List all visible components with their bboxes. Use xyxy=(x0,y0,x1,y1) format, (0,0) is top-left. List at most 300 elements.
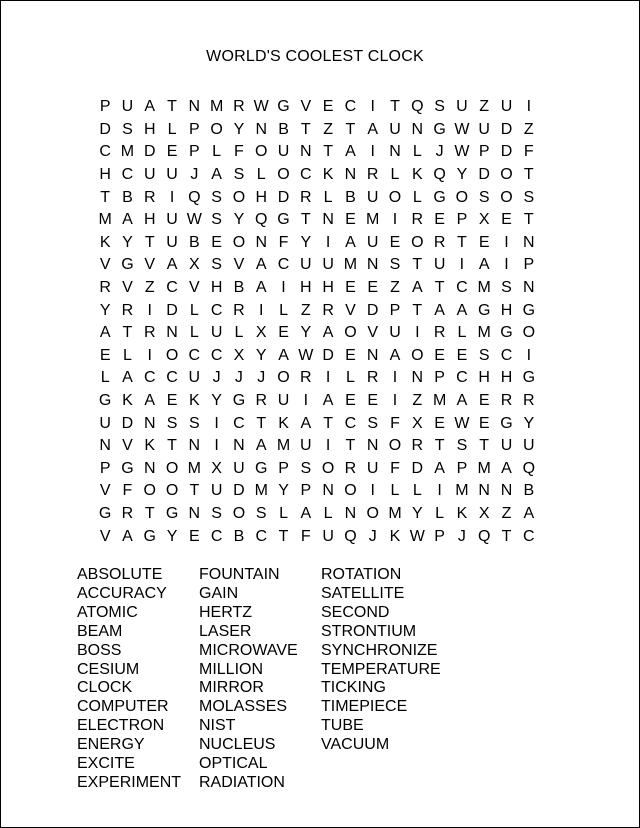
grid-letter: D xyxy=(99,120,111,138)
grid-letter: B xyxy=(189,233,200,251)
grid-letter: D xyxy=(322,346,334,364)
grid-letter: P xyxy=(478,143,490,161)
grid-letter: T xyxy=(100,188,111,206)
grid-letter: A xyxy=(411,279,423,297)
grid-letter: Q xyxy=(411,98,424,116)
grid-letter: O xyxy=(411,233,424,251)
grid-letter: N xyxy=(233,437,245,455)
grid-letter: L xyxy=(412,188,422,206)
grid-letter: I xyxy=(526,346,532,364)
grid-letter: R xyxy=(366,369,379,387)
grid-letter: Y xyxy=(523,414,535,432)
grid-letter: X xyxy=(411,414,423,432)
grid-letter: O xyxy=(232,504,246,522)
grid-letter: D xyxy=(143,143,156,161)
search-word: GAIN xyxy=(199,584,239,602)
grid-letter: V xyxy=(144,256,156,274)
grid-letter: Z xyxy=(323,120,333,138)
grid-letter: L xyxy=(256,166,266,184)
grid-row xyxy=(94,345,540,368)
grid-letter: I xyxy=(415,324,420,342)
grid-letter: E xyxy=(434,211,445,229)
grid-letter: N xyxy=(344,166,357,184)
grid-row xyxy=(94,277,540,300)
grid-letter: V xyxy=(99,256,111,274)
grid-letter: E xyxy=(189,527,200,545)
grid-letter: B xyxy=(278,120,289,138)
grid-letter: G xyxy=(522,369,536,387)
grid-letter: O xyxy=(344,482,357,500)
grid-letter: I xyxy=(147,301,152,319)
grid-letter: Y xyxy=(211,392,222,410)
grid-letter: D xyxy=(277,188,290,206)
grid-letter: C xyxy=(344,414,357,432)
search-word: MIRROR xyxy=(199,679,264,697)
grid-letter: R xyxy=(411,211,424,229)
search-word: TEMPERATURE xyxy=(321,660,441,678)
grid-letter: S xyxy=(255,504,267,522)
grid-letter: X xyxy=(233,346,245,364)
grid-letter: S xyxy=(367,414,379,432)
grid-letter: G xyxy=(500,414,513,432)
search-word: HERTZ xyxy=(199,603,253,621)
grid-letter: C xyxy=(99,143,111,161)
grid-letter: V xyxy=(300,98,312,116)
grid-letter: S xyxy=(501,279,512,297)
grid-letter: G xyxy=(433,120,446,138)
grid-letter: N xyxy=(99,437,111,455)
grid-letter: F xyxy=(390,459,400,477)
grid-letter: T xyxy=(278,527,289,545)
grid-letter: N xyxy=(389,143,401,161)
grid-letter: A xyxy=(144,98,156,116)
grid-letter: E xyxy=(166,143,178,161)
grid-letter: T xyxy=(345,120,356,138)
grid-letter: C xyxy=(456,279,468,297)
grid-letter: H xyxy=(478,369,490,387)
grid-letter: Q xyxy=(188,188,201,206)
search-word: ABSOLUTE xyxy=(77,566,163,583)
grid-letter: N xyxy=(366,256,379,274)
grid-letter: Z xyxy=(144,279,155,297)
grid-letter: S xyxy=(211,188,222,206)
search-word: CESIUM xyxy=(77,660,140,678)
grid-letter: L xyxy=(189,301,199,319)
search-word: ELECTRON xyxy=(77,717,165,735)
grid-letter: U xyxy=(433,256,446,274)
grid-letter: O xyxy=(143,482,156,500)
grid-letter: M xyxy=(254,482,268,500)
search-word: LASER xyxy=(199,622,252,640)
grid-letter: D xyxy=(166,301,178,319)
grid-letter: T xyxy=(434,279,445,297)
grid-letter: O xyxy=(255,143,268,161)
grid-letter: P xyxy=(456,211,468,229)
search-word: ENERGY xyxy=(77,736,145,754)
grid-letter: J xyxy=(457,527,466,545)
grid-letter: E xyxy=(434,346,445,364)
grid-letter: R xyxy=(121,504,134,522)
grid-letter: L xyxy=(167,120,177,138)
grid-row xyxy=(94,232,540,255)
grid-letter: M xyxy=(477,279,491,297)
grid-letter: X xyxy=(255,324,267,342)
grid-letter: T xyxy=(189,482,200,500)
grid-letter: U xyxy=(322,527,334,545)
grid-letter: C xyxy=(166,369,178,387)
search-word: CLOCK xyxy=(77,679,133,697)
grid-letter: N xyxy=(300,143,312,161)
search-word: ROTATION xyxy=(321,566,402,583)
grid-letter: I xyxy=(169,188,175,206)
grid-letter: U xyxy=(166,211,178,229)
grid-letter: T xyxy=(501,527,512,545)
grid-letter: I xyxy=(370,143,375,161)
grid-letter: M xyxy=(209,98,224,116)
grid-letter: G xyxy=(522,301,536,319)
grid-letter: Z xyxy=(300,301,311,319)
grid-letter: J xyxy=(257,369,266,387)
grid-letter: I xyxy=(325,233,331,251)
grid-letter: I xyxy=(526,98,532,116)
grid-letter: O xyxy=(455,188,469,206)
grid-letter: Y xyxy=(255,346,267,364)
grid-letter: D xyxy=(366,301,379,319)
grid-letter: G xyxy=(277,211,290,229)
grid-letter: V xyxy=(233,256,245,274)
grid-letter: T xyxy=(256,414,267,432)
grid-letter: Y xyxy=(233,211,245,229)
grid-letter: G xyxy=(143,527,156,545)
grid-letter: T xyxy=(300,211,311,229)
grid-letter: I xyxy=(370,98,375,116)
grid-letter: H xyxy=(500,301,513,319)
search-word: SECOND xyxy=(321,603,390,621)
grid-letter: U xyxy=(188,369,201,387)
grid-letter: A xyxy=(456,301,468,319)
grid-letter: L xyxy=(189,324,199,342)
grid-letter: N xyxy=(188,504,201,522)
grid-letter: C xyxy=(210,301,223,319)
grid-letter: L xyxy=(457,324,467,342)
grid-letter: U xyxy=(500,437,513,455)
grid-letter: T xyxy=(167,98,177,116)
grid-row xyxy=(94,503,540,526)
grid-letter: I xyxy=(370,482,375,500)
grid-letter: A xyxy=(255,256,267,274)
grid-letter: Y xyxy=(300,233,312,251)
word-list xyxy=(77,566,443,793)
grid-letter: L xyxy=(234,324,244,342)
grid-letter: T xyxy=(144,233,155,251)
grid-letter: K xyxy=(389,527,401,545)
grid-letter: L xyxy=(323,188,333,206)
grid-letter: N xyxy=(366,346,379,364)
grid-letter: M xyxy=(455,482,469,500)
grid-letter: I xyxy=(392,211,398,229)
grid-letter: A xyxy=(523,504,535,522)
grid-letter: J xyxy=(234,369,243,387)
grid-letter: Q xyxy=(522,459,536,477)
grid-letter: C xyxy=(300,166,312,184)
grid-letter: Q xyxy=(433,166,446,184)
search-word: MICROWAVE xyxy=(199,641,298,659)
grid-letter: D xyxy=(500,120,513,138)
grid-letter: I xyxy=(259,301,264,319)
grid-letter: A xyxy=(322,392,334,410)
grid-letter: M xyxy=(388,504,402,522)
grid-letter: Z xyxy=(523,120,534,138)
grid-letter: N xyxy=(523,233,535,251)
grid-letter: B xyxy=(233,527,245,545)
grid-letter: A xyxy=(478,256,490,274)
grid-letter: B xyxy=(122,188,133,206)
grid-letter: N xyxy=(143,414,156,432)
grid-letter: R xyxy=(99,279,111,297)
grid-letter: Y xyxy=(278,482,289,500)
grid-letter: F xyxy=(278,233,289,251)
grid-letter: N xyxy=(188,437,201,455)
grid-letter: C xyxy=(500,346,513,364)
grid-letter: L xyxy=(100,369,110,387)
grid-letter: L xyxy=(279,504,288,522)
grid-letter: O xyxy=(388,437,402,455)
grid-letter: O xyxy=(366,504,379,522)
grid-letter: H xyxy=(143,211,156,229)
grid-letter: U xyxy=(143,166,156,184)
grid-letter: D xyxy=(500,143,513,161)
grid-letter: T xyxy=(412,301,423,319)
grid-letter: Y xyxy=(233,120,245,138)
grid-letter: N xyxy=(366,437,379,455)
grid-letter: T xyxy=(412,256,423,274)
grid-letter: G xyxy=(121,459,134,477)
grid-letter: R xyxy=(366,166,379,184)
grid-letter: D xyxy=(233,482,245,500)
grid-letter: G xyxy=(98,504,112,522)
grid-row xyxy=(94,164,540,187)
grid-letter: R xyxy=(233,301,245,319)
grid-letter: V xyxy=(189,279,200,297)
grid-letter: P xyxy=(99,98,111,116)
grid-letter: P xyxy=(523,256,535,274)
grid-letter: O xyxy=(165,459,179,477)
grid-letter: O xyxy=(411,346,424,364)
grid-letter: M xyxy=(432,392,447,410)
grid-letter: P xyxy=(189,143,200,161)
grid-letter: A xyxy=(255,437,267,455)
grid-letter: B xyxy=(233,279,245,297)
grid-row xyxy=(94,435,540,458)
grid-letter: I xyxy=(214,437,219,455)
grid-letter: Y xyxy=(411,504,423,522)
grid-letter: F xyxy=(390,414,400,432)
grid-letter: N xyxy=(188,98,201,116)
grid-letter: W xyxy=(454,143,470,161)
grid-letter: O xyxy=(277,166,290,184)
grid-letter: R xyxy=(523,392,535,410)
grid-letter: C xyxy=(143,369,156,387)
grid-letter: L xyxy=(212,143,222,161)
grid-row xyxy=(94,186,540,209)
grid-letter: K xyxy=(122,392,133,410)
grid-letter: X xyxy=(478,211,490,229)
grid-letter: I xyxy=(325,369,331,387)
grid-letter: N xyxy=(523,279,535,297)
grid-letter: P xyxy=(389,301,401,319)
grid-letter: U xyxy=(166,233,178,251)
grid-row xyxy=(94,322,540,345)
grid-letter: C xyxy=(121,166,134,184)
grid-letter: R xyxy=(500,392,513,410)
grid-letter: L xyxy=(122,346,132,364)
search-word: TICKING xyxy=(321,679,386,697)
grid-letter: F xyxy=(300,527,311,545)
grid-letter: E xyxy=(322,98,334,116)
grid-letter: V xyxy=(367,324,379,342)
grid-letter: K xyxy=(144,437,156,455)
grid-letter: L xyxy=(412,143,422,161)
grid-letter: E xyxy=(345,346,356,364)
grid-letter: N xyxy=(500,482,513,500)
grid-letter: P xyxy=(434,369,445,387)
grid-letter: T xyxy=(167,437,177,455)
grid-letter: W xyxy=(253,98,269,116)
grid-letter: K xyxy=(322,166,334,184)
grid-letter: Q xyxy=(255,211,268,229)
grid-letter: I xyxy=(392,369,398,387)
grid-letter: I xyxy=(147,346,152,364)
search-word: OPTICAL xyxy=(199,755,268,773)
grid-letter: E xyxy=(278,324,289,342)
grid-letter: R xyxy=(143,324,156,342)
grid-letter: O xyxy=(277,369,290,387)
grid-letter: W xyxy=(409,527,425,545)
search-word: MOLASSES xyxy=(199,698,288,716)
grid-letter: A xyxy=(367,120,379,138)
grid-letter: K xyxy=(278,414,289,432)
grid-letter: R xyxy=(322,301,334,319)
grid-letter: U xyxy=(99,414,111,432)
grid-letter: P xyxy=(456,459,468,477)
grid-letter: U xyxy=(366,233,379,251)
grid-letter: U xyxy=(121,98,134,116)
grid-letter: O xyxy=(522,324,536,342)
grid-letter: V xyxy=(122,437,133,455)
grid-letter: V xyxy=(345,301,356,319)
grid-letter: L xyxy=(390,482,400,500)
grid-letter: C xyxy=(456,369,468,387)
grid-letter: O xyxy=(165,346,179,364)
grid-letter: Z xyxy=(390,279,400,297)
grid-letter: T xyxy=(300,120,311,138)
grid-letter: U xyxy=(210,324,223,342)
word-column xyxy=(199,566,321,793)
grid-row xyxy=(94,390,540,413)
search-word: VACUUM xyxy=(321,736,390,754)
grid-letter: S xyxy=(523,188,535,206)
grid-letter: M xyxy=(343,256,358,274)
grid-letter: K xyxy=(411,166,423,184)
grid-letter: I xyxy=(392,392,398,410)
grid-letter: C xyxy=(233,414,245,432)
grid-letter: I xyxy=(303,392,309,410)
grid-letter: B xyxy=(523,482,535,500)
grid-letter: K xyxy=(189,392,200,410)
grid-letter: J xyxy=(435,143,444,161)
grid-letter: E xyxy=(345,279,356,297)
search-word: SYNCHRONIZE xyxy=(321,641,438,659)
grid-letter: R xyxy=(433,233,446,251)
grid-letter: D xyxy=(478,166,490,184)
search-word: NIST xyxy=(199,717,236,735)
grid-letter: E xyxy=(456,346,468,364)
grid-letter: R xyxy=(344,459,357,477)
grid-letter: S xyxy=(211,256,222,274)
grid-letter: A xyxy=(434,459,445,477)
grid-row xyxy=(94,480,540,503)
grid-letter: N xyxy=(255,120,267,138)
grid-letter: L xyxy=(390,166,400,184)
grid-letter: U xyxy=(322,256,334,274)
grid-letter: J xyxy=(368,527,377,545)
search-word: ACCURACY xyxy=(77,584,167,602)
grid-letter: U xyxy=(277,143,290,161)
grid-letter: H xyxy=(210,279,223,297)
grid-letter: U xyxy=(277,392,290,410)
search-word: BOSS xyxy=(77,641,122,659)
grid-letter: T xyxy=(523,211,534,229)
grid-letter: I xyxy=(281,279,286,297)
grid-letter: U xyxy=(300,256,312,274)
grid-letter: T xyxy=(523,166,534,184)
grid-letter: A xyxy=(345,143,356,161)
search-word: ATOMIC xyxy=(77,603,138,621)
grid-letter: C xyxy=(210,527,223,545)
grid-letter: R xyxy=(233,98,245,116)
grid-letter: R xyxy=(411,437,424,455)
grid-letter: A xyxy=(122,369,133,387)
grid-row xyxy=(94,458,540,481)
grid-letter: N xyxy=(411,369,424,387)
word-column xyxy=(321,566,443,793)
grid-letter: E xyxy=(166,392,178,410)
search-word: NUCLEUS xyxy=(199,736,276,754)
grid-letter: S xyxy=(456,437,468,455)
grid-letter: Y xyxy=(300,324,312,342)
grid-letter: M xyxy=(477,459,491,477)
grid-letter: X xyxy=(211,459,222,477)
grid-letter: H xyxy=(322,279,334,297)
grid-letter: J xyxy=(212,369,221,387)
search-word: EXPERIMENT xyxy=(77,773,182,791)
grid-letter: L xyxy=(435,504,445,522)
puzzle-title: WORLD'S COOLEST CLOCK xyxy=(206,48,424,65)
grid-letter: A xyxy=(144,392,156,410)
grid-letter: U xyxy=(366,188,379,206)
grid-letter: V xyxy=(122,279,133,297)
grid-letter: S xyxy=(434,98,445,116)
grid-letter: N xyxy=(478,482,490,500)
grid-letter: H xyxy=(255,188,267,206)
grid-letter: T xyxy=(479,437,490,455)
grid-letter: L xyxy=(345,369,355,387)
grid-letter: S xyxy=(211,211,222,229)
grid-letter: G xyxy=(433,188,446,206)
grid-letter: E xyxy=(478,414,490,432)
grid-letter: E xyxy=(478,392,490,410)
search-word: BEAM xyxy=(77,622,123,640)
